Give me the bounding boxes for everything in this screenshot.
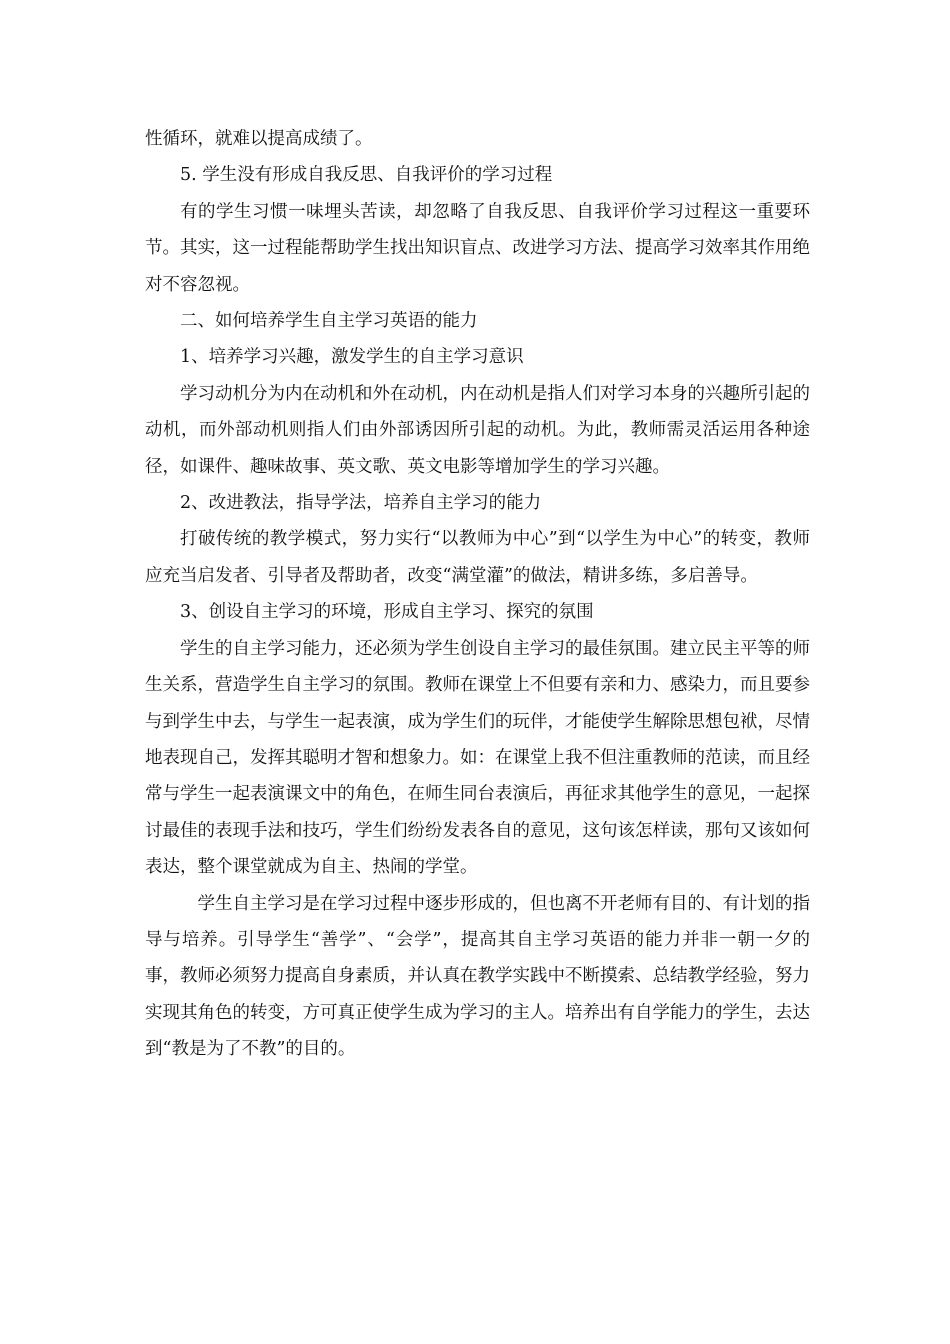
paragraph-environment: 学生的自主学习能力，还必须为学生创设自主学习的最佳氛围。建立民主平等的师生关系，营造学生自主学习的氛围。教师在课堂上不但要有亲和力、感染力，而且要参与到学生中去，与学生一起表演，成为学生们的玩伴，才能使学生解除思想包袱，尽情地表现自己，发挥其聪明才智和想象力。如：在课堂上我不但注重教师的范读，而且经常与学生一起表演课文中的角色，在师生同台表演后，再征求其他学生的意见，一起探讨最佳的表现手法和技巧，学生们纷纷发表各自的意见，这句该怎样读，那句又该如何表达，整个课堂就成为自主、热闹的学堂。 xyxy=(145,638,810,878)
paragraph-teaching-method: 打破传统的教学模式，努力实行“以教师为中心”到“以学生为中心”的转变，教师应充当启发者、引导者及帮助者，改变“满堂灌”的做法，精讲多练，多启善导。 xyxy=(145,529,810,586)
subheading-3: 3、创设自主学习的环境，形成自主学习、探究的氛围 xyxy=(180,602,594,623)
paragraph-continuation: 性循环，就难以提高成绩了。 xyxy=(145,129,373,149)
document-body xyxy=(145,121,810,1068)
paragraph-conclusion: 学生自主学习是在学习过程中逐步形成的，但也离不开老师有目的、有计划的指导与培养。引导学生“善学”、“会学”，提高其自主学习英语的能力并非一朝一夕的事，教师必须努力提高自身素质，并认真在教学实践中不断摸索、总结教学经验，努力实现其角色的转变，方可真正使学生成为学习的主人。培养出有自学能力的学生，去达到“教是为了不教”的目的。 xyxy=(145,893,810,1060)
subheading-1: 1、培养学习兴趣，激发学生的自主学习意识 xyxy=(180,347,524,368)
section-heading-2: 二、如何培养学生自主学习英语的能力 xyxy=(180,311,478,332)
paragraph-self-reflection: 有的学生习惯一味埋头苦读，却忽略了自我反思、自我评价学习过程这一重要环节。其实，这一过程能帮助学生找出知识盲点、改进学习方法、提高学习效率其作用绝对不容忽视。 xyxy=(145,201,810,295)
subheading-2: 2、改进教法，指导学法，培养自主学习的能力 xyxy=(180,493,542,514)
paragraph-motivation: 学习动机分为内在动机和外在动机，内在动机是指人们对学习本身的兴趣所引起的动机，而外部动机则指人们由外部诱因所引起的动机。为此，教师需灵活运用各种途径，如课件、趣味故事、英文歌、英文电影等增加学生的学习兴趣。 xyxy=(145,383,810,477)
heading-point-5: 5. 学生没有形成自我反思、自我评价的学习过程 xyxy=(180,165,553,186)
